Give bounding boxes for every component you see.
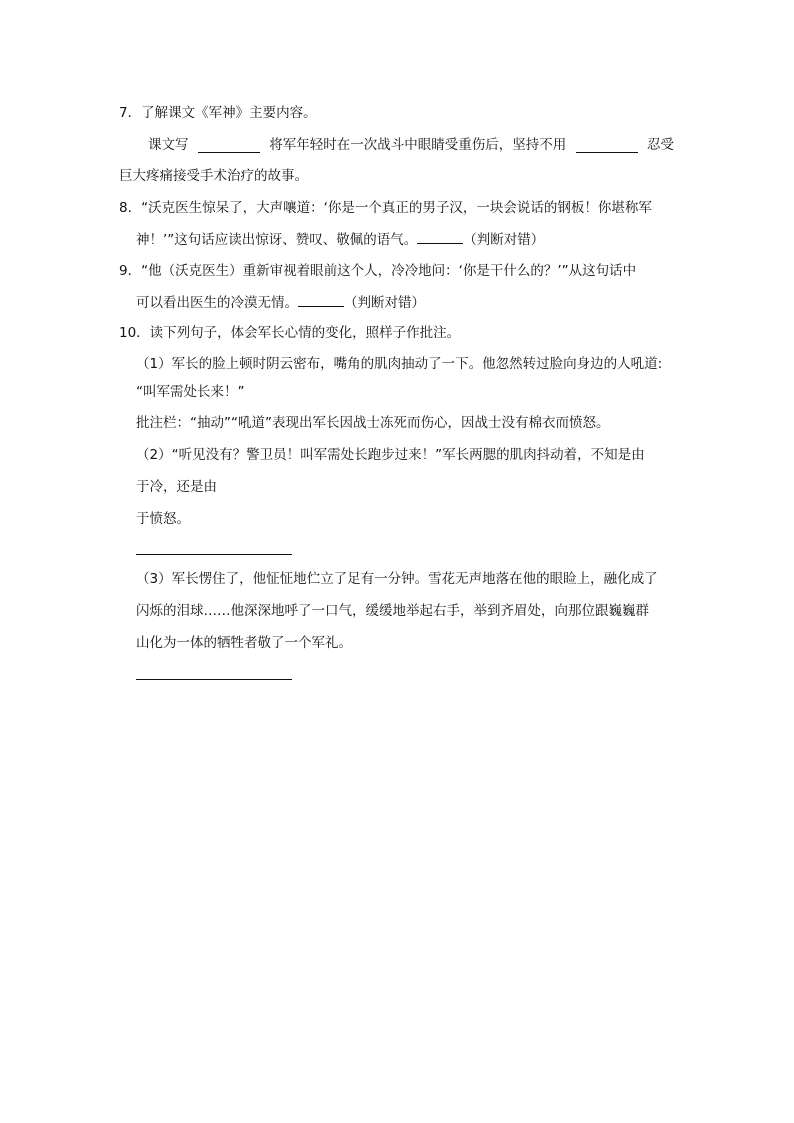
q10-s3-answer-line[interactable] xyxy=(136,679,292,680)
q9-judge-hint: （判断对错） xyxy=(344,295,425,311)
q10-s3-line1: （3）军长愣住了，他怔怔地伫立了足有一分钟。雪花无声地落在他的眼睑上，融化成了 xyxy=(136,571,658,587)
q9-answer-blank[interactable] xyxy=(298,292,344,307)
q10-title: 10．读下列句子，体会军长心情的变化，照样子作批注。 xyxy=(119,325,461,341)
q7-text-a: 课文写 xyxy=(148,137,189,153)
q10-s2-line3: 于愤怒。 xyxy=(136,511,190,527)
q7-text-b: 将军年轻时在一次战斗中眼睛受重伤后，坚持不用 xyxy=(269,137,567,153)
q10-annotation-note: 批注栏：“抽动”“吼道”表现出军长因战士冻死而伤心，因战士没有棉衣而愤怒。 xyxy=(136,415,610,431)
q7-blank-1[interactable] xyxy=(198,138,260,153)
q9-line2 xyxy=(136,292,425,312)
q7-text-c: 忍受 xyxy=(647,137,674,153)
q10-s2-line2: 于冷，还是由 xyxy=(136,479,217,495)
q7-line1 xyxy=(148,135,674,155)
q9-line1: 9．“他（沃克医生）重新审视着眼前这个人，冷冷地问：‘你是干什么的？’”从这句话中 xyxy=(119,263,637,279)
q7-line2: 巨大疼痛接受手术治疗的故事。 xyxy=(119,168,308,184)
q10-s1-line1: （1）军长的脸上顿时阴云密布，嘴角的肌肉抽动了一下。他忽然转过脸向身边的人吼道: xyxy=(136,356,663,372)
q8-line1: 8．“沃克医生惊呆了，大声嚷道：‘你是一个真正的男子汉，一块会说话的钢板！你堪称军 xyxy=(119,200,652,216)
q10-s1-line2: “叫军需处长来！” xyxy=(136,384,245,400)
q7-blank-2[interactable] xyxy=(576,138,638,153)
q10-s2-line1: （2）“听见没有？警卫员！叫军需处长跑步过来！”军长两腮的肌肉抖动着，不知是由 xyxy=(136,447,645,463)
q8-line2 xyxy=(136,229,544,249)
q8-judge-hint: （判断对错） xyxy=(463,232,545,248)
q10-s2-answer-line[interactable] xyxy=(136,554,292,555)
q10-s3-line2: 闪烁的泪球……他深深地呼了一口气，缓缓地举起右手，举到齐眉处，向那位跟巍巍群 xyxy=(136,603,649,619)
q8-answer-blank[interactable] xyxy=(417,229,463,244)
q7-title: 7．了解课文《军神》主要内容。 xyxy=(119,105,317,121)
q10-s3-line3: 山化为一体的牺牲者敬了一个军礼。 xyxy=(136,635,352,651)
q9-text: 可以看出医生的冷漠无情。 xyxy=(136,295,298,311)
q8-text: 神！’”这句话应读出惊讶、赞叹、敬佩的语气。 xyxy=(136,232,418,248)
